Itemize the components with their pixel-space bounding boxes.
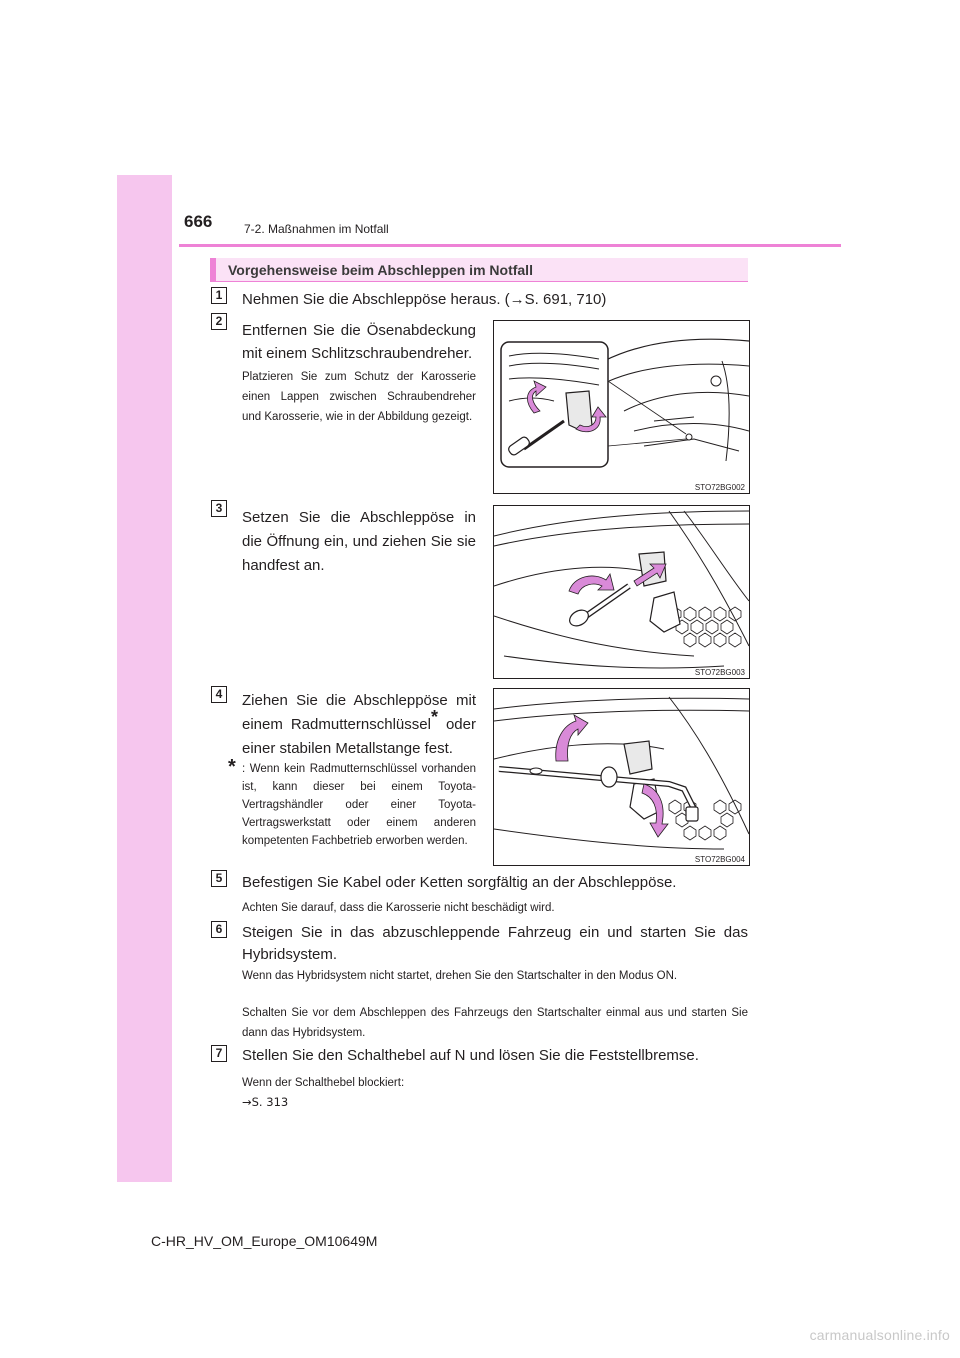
figure-code: STO72BG003 (694, 668, 745, 677)
illustration-tighten-with-wrench (494, 689, 749, 865)
step-1-badge: 1 (211, 287, 227, 304)
step-5-text: Befestigen Sie Kabel oder Ketten sorgfältig an der Abschleppöse. (242, 874, 677, 891)
step-7-text: Stellen Sie den Schalthebel auf N und lösen Sie die Feststellbremse. (242, 1047, 699, 1064)
watermark: carmanualsonline.info (809, 1327, 950, 1343)
step-2-badge: 2 (211, 313, 227, 330)
illustration-insert-towing-eye (494, 506, 749, 678)
step-5-badge: 5 (211, 870, 227, 887)
step-5-note: Achten Sie darauf, dass die Karosserie nicht beschädigt wird. (242, 902, 555, 914)
step-4-text-b: oder einer stabilen Metallstange fest. (242, 716, 476, 757)
step-7-note: Wenn der Schalthebel blockiert: (242, 1077, 405, 1089)
step-6-note-1: Wenn das Hybridsystem nicht startet, drehen Sie den Startschalter in den Modus ON. (242, 970, 678, 982)
footer-doc-id: C-HR_HV_OM_Europe_OM10649M (151, 1233, 378, 1249)
chapter-title: 7-2. Maßnahmen im Notfall (244, 222, 389, 236)
step-3-badge: 3 (211, 500, 227, 517)
step-4-text-a: Ziehen Sie die Abschleppöse mit einem Radmutternschlüssel (242, 692, 476, 733)
footnote-mark: * (228, 756, 236, 778)
footnote-star: * (430, 707, 438, 727)
step-4-footnote: : Wenn kein Radmutternschlüssel vorhanden ist, kann dieser bei einem Toyota-Vertragshändler oder einer Toyota-Vertragswerkstatt oder einem anderen kompetenten Fachbetrieb erworben werden. (242, 763, 476, 847)
step-4-badge: 4 (211, 686, 227, 703)
section-heading-bar (210, 258, 748, 282)
figure-code: STO72BG004 (694, 855, 745, 864)
step-3-text: Setzen Sie die Abschleppöse in die Öffnung ein, und ziehen Sie sie handfest an. (242, 509, 476, 574)
step-6-note-2: Schalten Sie vor dem Abschleppen des Fahrzeugs den Startschalter einmal aus und starten Sie dann das Hybridsystem. (242, 1007, 748, 1039)
section-heading: Vorgehensweise beim Abschleppen im Notfall (228, 262, 533, 278)
step-6-text: Steigen Sie in das abzuschleppende Fahrzeug ein und starten Sie das Hybridsystem. (242, 924, 748, 963)
side-tab-strip (117, 175, 172, 1182)
step-6-badge: 6 (211, 921, 227, 938)
figure-tighten-eye (493, 688, 750, 866)
step-1-text: Nehmen Sie die Abschleppöse heraus. (→S. 691, 710) (242, 291, 607, 308)
figure-code: STO72BG002 (694, 483, 745, 492)
step-7-ref: →S. 313 (242, 1095, 289, 1109)
header-divider (179, 244, 841, 247)
step-4-text (242, 689, 476, 761)
page-number: 666 (184, 212, 213, 231)
figure-remove-cover (493, 320, 750, 494)
step-2-note: Platzieren Sie zum Schutz der Karosserie einen Lappen zwischen Schraubendreher und Karosserie, wie in der Abbildung gezeigt. (242, 371, 476, 423)
figure-insert-eye (493, 505, 750, 679)
illustration-cover-removal (494, 321, 749, 493)
step-7-badge: 7 (211, 1045, 227, 1062)
step-2-text: Entfernen Sie die Ösenabdeckung mit einem Schlitzschraubendreher. (242, 322, 476, 362)
